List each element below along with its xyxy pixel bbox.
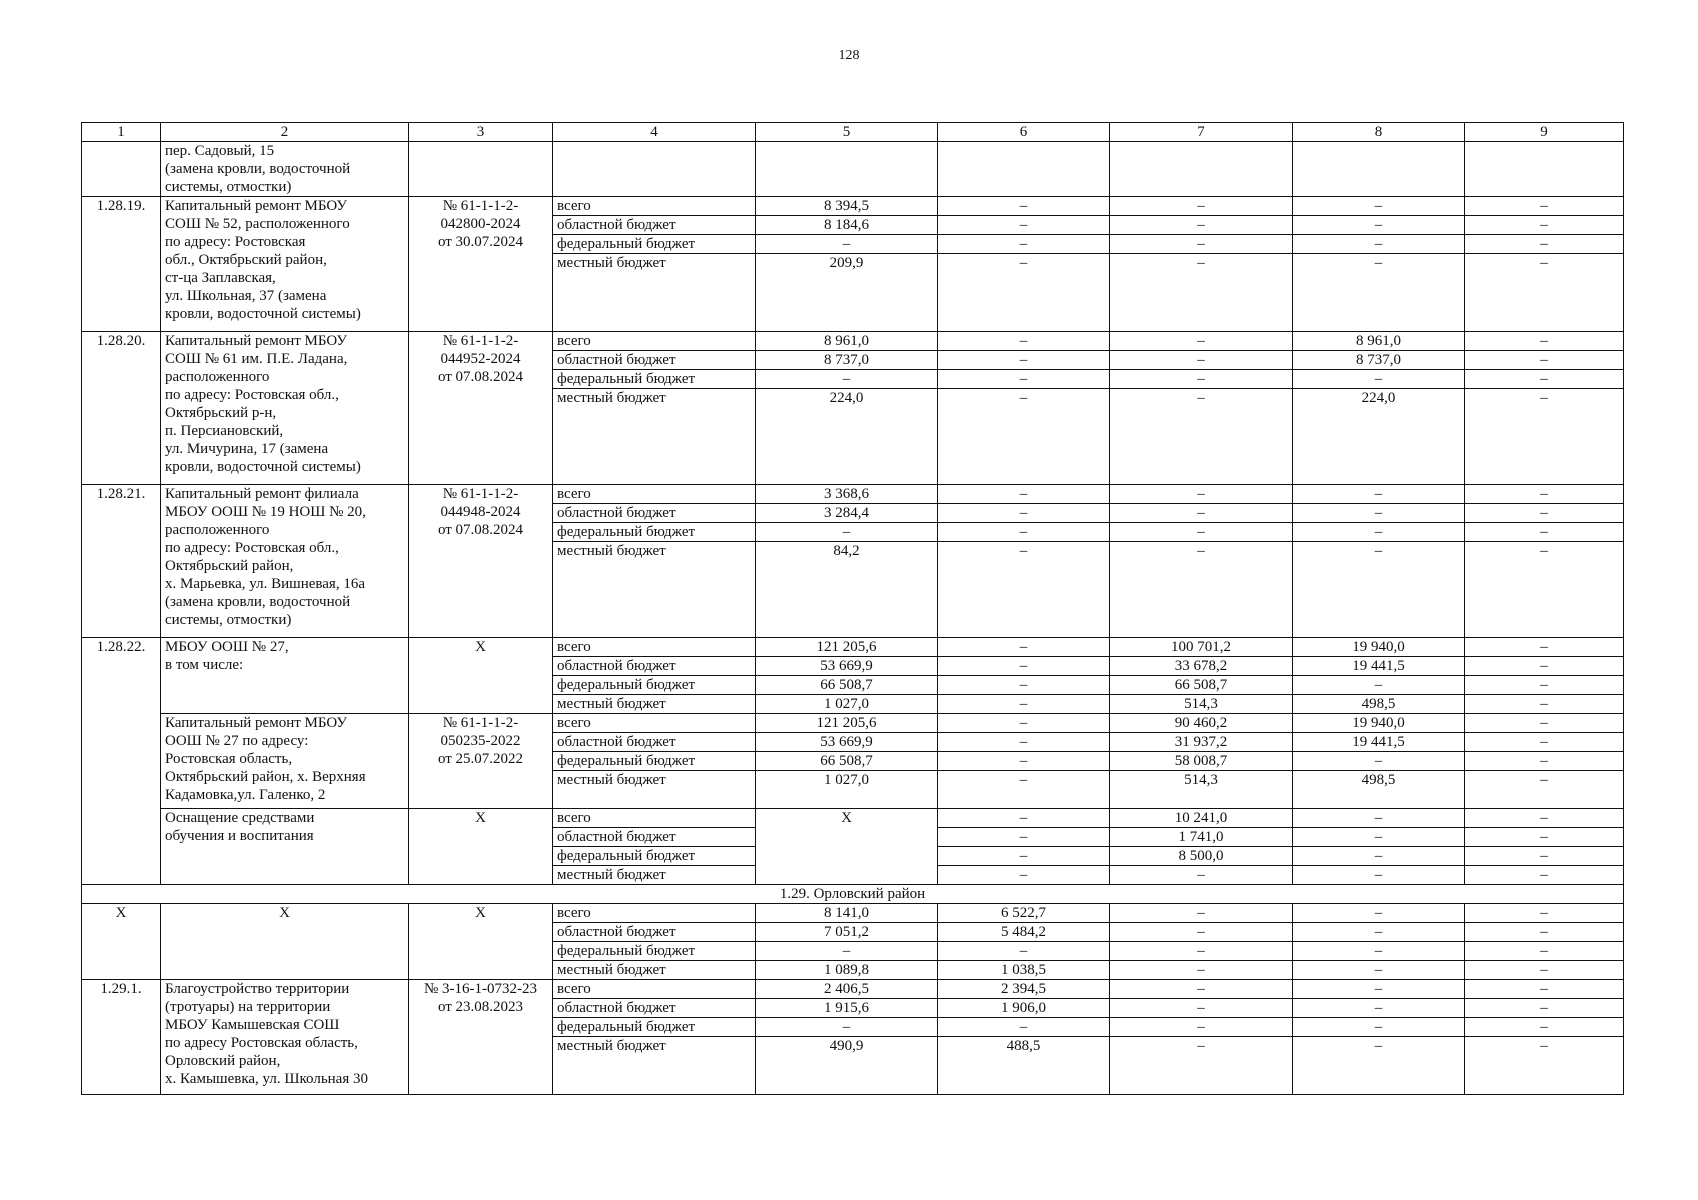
value-cell: – xyxy=(1465,197,1624,216)
value-cell: – xyxy=(1465,542,1624,638)
value-cell: 33 678,2 xyxy=(1110,657,1293,676)
value-cell: 1 741,0 xyxy=(1110,828,1293,847)
value-cell: – xyxy=(1110,1018,1293,1037)
budget-label: федеральный бюджет xyxy=(553,1018,756,1037)
value-cell: 2 406,5 xyxy=(756,980,938,999)
value-cell: 1 027,0 xyxy=(756,695,938,714)
value-cell: – xyxy=(938,197,1110,216)
value-cell: – xyxy=(1293,847,1465,866)
value-cell: – xyxy=(1110,961,1293,980)
table-row xyxy=(82,714,1624,733)
value-cell: 8 500,0 xyxy=(1110,847,1293,866)
table-row xyxy=(82,638,1624,657)
budget-label: всего xyxy=(553,809,756,828)
value-cell: – xyxy=(938,733,1110,752)
value-cell: – xyxy=(1110,523,1293,542)
value-cell: 514,3 xyxy=(1110,695,1293,714)
value-cell: – xyxy=(1465,1018,1624,1037)
value-cell: 53 669,9 xyxy=(756,657,938,676)
value-cell: – xyxy=(756,523,938,542)
value-cell: 66 508,7 xyxy=(756,752,938,771)
value-cell: – xyxy=(938,828,1110,847)
value-cell: 31 937,2 xyxy=(1110,733,1293,752)
value-cell: 3 284,4 xyxy=(756,504,938,523)
object-description: Капитальный ремонт филиала МБОУ ООШ № 19 НОШ № 20, расположенного по адресу: Ростовская обл., Октябрьский район, х. Марьевка, ул. Вишневая, 16а (замена кровли, водосточной системы, отмостки) xyxy=(161,485,409,638)
value-cell: – xyxy=(1293,504,1465,523)
object-description: Оснащение средствами обучения и воспитания xyxy=(161,809,409,885)
value-cell: 90 460,2 xyxy=(1110,714,1293,733)
value-cell: 1 038,5 xyxy=(938,961,1110,980)
header-row xyxy=(82,123,1624,142)
value-cell: 19 940,0 xyxy=(1293,638,1465,657)
budget-label: местный бюджет xyxy=(553,866,756,885)
document-reference: № 61-1-1-2- 042800-2024 от 30.07.2024 xyxy=(409,197,553,332)
value-cell: – xyxy=(1293,866,1465,885)
header-cell: 3 xyxy=(409,123,553,142)
value-cell: – xyxy=(1465,733,1624,752)
value-cell: – xyxy=(1465,942,1624,961)
value-cell: – xyxy=(1465,657,1624,676)
object-description: МБОУ ООШ № 27, в том числе: xyxy=(161,638,409,714)
value-cell: – xyxy=(1465,904,1624,923)
value-cell: – xyxy=(1293,370,1465,389)
value-cell: – xyxy=(756,942,938,961)
value-cell: – xyxy=(1465,216,1624,235)
value-cell: – xyxy=(1110,923,1293,942)
value-cell: – xyxy=(1465,254,1624,332)
value-cell: – xyxy=(1465,676,1624,695)
budget-label: всего xyxy=(553,485,756,504)
value-cell: – xyxy=(1293,961,1465,980)
value-cell: – xyxy=(938,809,1110,828)
value-cell: 498,5 xyxy=(1293,771,1465,809)
value-cell: – xyxy=(938,523,1110,542)
value-cell: – xyxy=(1465,485,1624,504)
value-cell: – xyxy=(1110,542,1293,638)
value-cell: 10 241,0 xyxy=(1110,809,1293,828)
value-cell: – xyxy=(938,370,1110,389)
value-cell: – xyxy=(938,676,1110,695)
value-cell: 19 940,0 xyxy=(1293,714,1465,733)
value-cell: – xyxy=(1465,752,1624,771)
value-cell: – xyxy=(1293,542,1465,638)
budget-label: областной бюджет xyxy=(553,999,756,1018)
value-cell: – xyxy=(1293,197,1465,216)
value-cell: – xyxy=(1465,847,1624,866)
value-cell: – xyxy=(1465,351,1624,370)
budget-label: местный бюджет xyxy=(553,771,756,809)
value-cell: – xyxy=(938,771,1110,809)
value-cell: – xyxy=(938,351,1110,370)
budget-label: федеральный бюджет xyxy=(553,370,756,389)
value-cell: 2 394,5 xyxy=(938,980,1110,999)
header-cell: 1 xyxy=(82,123,161,142)
value-cell: 8 184,6 xyxy=(756,216,938,235)
value-cell: – xyxy=(1293,942,1465,961)
document-reference: № 61-1-1-2- 044952-2024 от 07.08.2024 xyxy=(409,332,553,485)
budget-label: федеральный бюджет xyxy=(553,523,756,542)
value-cell: 1 906,0 xyxy=(938,999,1110,1018)
document-reference: № 3-16-1-0732-23 от 23.08.2023 xyxy=(409,980,553,1095)
value-cell: – xyxy=(938,542,1110,638)
value-cell: – xyxy=(938,657,1110,676)
value-cell: Х xyxy=(756,809,938,885)
header-cell: 9 xyxy=(1465,123,1624,142)
value-cell: – xyxy=(1465,638,1624,657)
value-cell: – xyxy=(1465,771,1624,809)
value-cell: – xyxy=(938,389,1110,485)
table-row xyxy=(82,332,1624,351)
value-cell: – xyxy=(1465,809,1624,828)
budget-label: федеральный бюджет xyxy=(553,676,756,695)
item-number: Х xyxy=(82,904,161,980)
value-cell: 209,9 xyxy=(756,254,938,332)
budget-label: федеральный бюджет xyxy=(553,942,756,961)
header-cell: 7 xyxy=(1110,123,1293,142)
value-cell: 19 441,5 xyxy=(1293,733,1465,752)
value-cell: – xyxy=(1293,676,1465,695)
value-cell: – xyxy=(1110,197,1293,216)
value-cell: 84,2 xyxy=(756,542,938,638)
value-cell: – xyxy=(938,504,1110,523)
value-cell: 121 205,6 xyxy=(756,714,938,733)
value-cell: – xyxy=(1110,332,1293,351)
value-cell: – xyxy=(938,1018,1110,1037)
value-cell: 58 008,7 xyxy=(1110,752,1293,771)
budget-label: федеральный бюджет xyxy=(553,235,756,254)
budget-table xyxy=(81,122,1624,1095)
value-cell: – xyxy=(756,235,938,254)
budget-label: всего xyxy=(553,638,756,657)
value-cell: – xyxy=(1293,828,1465,847)
value-cell: – xyxy=(1293,923,1465,942)
value-cell: – xyxy=(1465,235,1624,254)
value-cell: – xyxy=(1293,235,1465,254)
table-row xyxy=(82,809,1624,828)
table-row xyxy=(82,904,1624,923)
value-cell: – xyxy=(1465,389,1624,485)
budget-label: местный бюджет xyxy=(553,961,756,980)
value-cell: – xyxy=(1465,695,1624,714)
value-cell: 121 205,6 xyxy=(756,638,938,657)
budget-label: местный бюджет xyxy=(553,389,756,485)
value-cell: 7 051,2 xyxy=(756,923,938,942)
value-cell: – xyxy=(1465,961,1624,980)
value-cell: – xyxy=(1110,235,1293,254)
value-cell: – xyxy=(1293,980,1465,999)
value-cell: 5 484,2 xyxy=(938,923,1110,942)
value-cell: – xyxy=(938,714,1110,733)
value-cell: 66 508,7 xyxy=(756,676,938,695)
value-cell: – xyxy=(938,752,1110,771)
document-reference: № 61-1-1-2- 044948-2024 от 07.08.2024 xyxy=(409,485,553,638)
value-cell: – xyxy=(938,847,1110,866)
table-row xyxy=(82,485,1624,504)
value-cell: 53 669,9 xyxy=(756,733,938,752)
value-cell: 498,5 xyxy=(1293,695,1465,714)
budget-label: областной бюджет xyxy=(553,733,756,752)
value-cell: – xyxy=(1465,866,1624,885)
section-title: 1.29. Орловский район xyxy=(82,885,1624,904)
value-cell: 100 701,2 xyxy=(1110,638,1293,657)
document-reference: Х xyxy=(409,904,553,980)
value-cell: – xyxy=(1465,370,1624,389)
value-cell: 8 961,0 xyxy=(1293,332,1465,351)
value-cell: – xyxy=(938,942,1110,961)
section-row xyxy=(82,885,1624,904)
value-cell: 19 441,5 xyxy=(1293,657,1465,676)
header-cell: 4 xyxy=(553,123,756,142)
value-cell: 1 089,8 xyxy=(756,961,938,980)
value-cell: – xyxy=(1293,254,1465,332)
budget-label: всего xyxy=(553,980,756,999)
value-cell: 3 368,6 xyxy=(756,485,938,504)
value-cell: – xyxy=(1293,904,1465,923)
value-cell: – xyxy=(938,254,1110,332)
budget-label: всего xyxy=(553,904,756,923)
table-row xyxy=(82,142,1624,197)
value-cell: – xyxy=(1110,504,1293,523)
value-cell: – xyxy=(1110,370,1293,389)
budget-label: областной бюджет xyxy=(553,828,756,847)
budget-label: областной бюджет xyxy=(553,923,756,942)
value-cell: 6 522,7 xyxy=(938,904,1110,923)
item-number: 1.29.1. xyxy=(82,980,161,1095)
document-reference: № 61-1-1-2- 050235-2022 от 25.07.2022 xyxy=(409,714,553,809)
value-cell: – xyxy=(1110,351,1293,370)
object-description: Капитальный ремонт МБОУ ООШ № 27 по адресу: Ростовская область, Октябрьский район, х. Верхняя Кадамовка,ул. Галенко, 2 xyxy=(161,714,409,809)
value-cell: – xyxy=(1293,216,1465,235)
value-cell: – xyxy=(1293,809,1465,828)
value-cell: 490,9 xyxy=(756,1037,938,1095)
object-description: Капитальный ремонт МБОУ СОШ № 52, расположенного по адресу: Ростовская обл., Октябрьский район, ст-ца Заплавская, ул. Школьная, 37 (замена кровли, водосточной системы) xyxy=(161,197,409,332)
value-cell: – xyxy=(938,332,1110,351)
value-cell: – xyxy=(1293,523,1465,542)
table-row xyxy=(82,197,1624,216)
value-cell: – xyxy=(938,866,1110,885)
value-cell: 8 737,0 xyxy=(756,351,938,370)
value-cell: – xyxy=(1293,1018,1465,1037)
value-cell: 224,0 xyxy=(756,389,938,485)
budget-label: областной бюджет xyxy=(553,216,756,235)
value-cell: – xyxy=(1465,332,1624,351)
budget-label: областной бюджет xyxy=(553,351,756,370)
item-number: 1.28.20. xyxy=(82,332,161,485)
header-cell: 5 xyxy=(756,123,938,142)
value-cell: – xyxy=(1110,389,1293,485)
budget-label: областной бюджет xyxy=(553,657,756,676)
value-cell: 514,3 xyxy=(1110,771,1293,809)
value-cell: 8 141,0 xyxy=(756,904,938,923)
header-cell: 6 xyxy=(938,123,1110,142)
budget-label: местный бюджет xyxy=(553,254,756,332)
document-reference: Х xyxy=(409,809,553,885)
budget-label: федеральный бюджет xyxy=(553,752,756,771)
value-cell: – xyxy=(938,695,1110,714)
table-row xyxy=(82,980,1624,999)
value-cell: – xyxy=(1110,1037,1293,1095)
value-cell: 8 737,0 xyxy=(1293,351,1465,370)
budget-label: всего xyxy=(553,332,756,351)
page-number: 128 xyxy=(838,48,860,63)
budget-label: всего xyxy=(553,197,756,216)
value-cell: – xyxy=(756,370,938,389)
value-cell: 1 915,6 xyxy=(756,999,938,1018)
header-cell: 8 xyxy=(1293,123,1465,142)
budget-label: местный бюджет xyxy=(553,542,756,638)
budget-label: всего xyxy=(553,714,756,733)
value-cell: – xyxy=(938,216,1110,235)
budget-label: местный бюджет xyxy=(553,695,756,714)
value-cell: – xyxy=(1293,485,1465,504)
item-number: 1.28.19. xyxy=(82,197,161,332)
value-cell: 8 961,0 xyxy=(756,332,938,351)
value-cell: – xyxy=(1465,504,1624,523)
value-cell: – xyxy=(938,235,1110,254)
object-description: Благоустройство территории (тротуары) на территории МБОУ Камышевская СОШ по адресу Ростовская область, Орловский район, х. Камышевка, ул. Школьная 30 xyxy=(161,980,409,1095)
value-cell: – xyxy=(1465,980,1624,999)
value-cell: – xyxy=(938,485,1110,504)
budget-label: местный бюджет xyxy=(553,1037,756,1095)
value-cell: – xyxy=(1110,216,1293,235)
value-cell: – xyxy=(1110,942,1293,961)
value-cell: – xyxy=(1110,485,1293,504)
value-cell: – xyxy=(1110,904,1293,923)
value-cell: 8 394,5 xyxy=(756,197,938,216)
value-cell: – xyxy=(1110,980,1293,999)
value-cell: – xyxy=(1293,1037,1465,1095)
value-cell: – xyxy=(1110,254,1293,332)
value-cell: 488,5 xyxy=(938,1037,1110,1095)
value-cell: 66 508,7 xyxy=(1110,676,1293,695)
value-cell: – xyxy=(1293,752,1465,771)
budget-label: федеральный бюджет xyxy=(553,847,756,866)
value-cell: – xyxy=(1465,923,1624,942)
value-cell: – xyxy=(1293,999,1465,1018)
item-number: 1.28.22. xyxy=(82,638,161,885)
value-cell: – xyxy=(1465,999,1624,1018)
object-description: пер. Садовый, 15 (замена кровли, водосточной системы, отмостки) xyxy=(161,142,409,197)
value-cell: – xyxy=(1465,523,1624,542)
budget-label: областной бюджет xyxy=(553,504,756,523)
value-cell: – xyxy=(756,1018,938,1037)
value-cell: – xyxy=(1110,999,1293,1018)
value-cell: 1 027,0 xyxy=(756,771,938,809)
value-cell: 224,0 xyxy=(1293,389,1465,485)
value-cell: – xyxy=(1110,866,1293,885)
document-reference: Х xyxy=(409,638,553,714)
value-cell: – xyxy=(1465,828,1624,847)
value-cell: – xyxy=(1465,1037,1624,1095)
object-description: Капитальный ремонт МБОУ СОШ № 61 им. П.Е. Ладана, расположенного по адресу: Ростовская обл., Октябрьский р-н, п. Персиановский, ул. Мичурина, 17 (замена кровли, водосточной системы) xyxy=(161,332,409,485)
item-number: 1.28.21. xyxy=(82,485,161,638)
value-cell: – xyxy=(938,638,1110,657)
object-description: Х xyxy=(161,904,409,980)
header-cell: 2 xyxy=(161,123,409,142)
value-cell: – xyxy=(1465,714,1624,733)
